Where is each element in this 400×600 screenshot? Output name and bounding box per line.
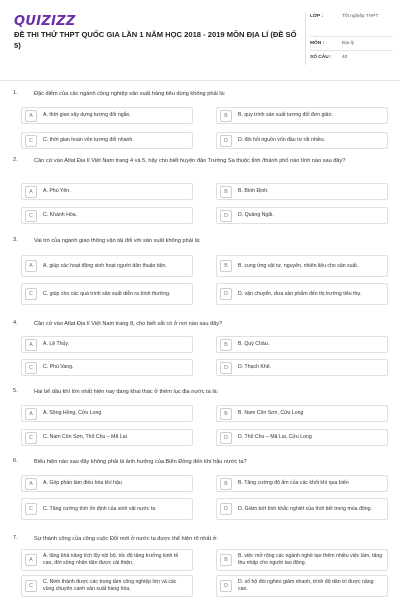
meta-row-class: [310, 12, 393, 37]
option-d[interactable]: [216, 429, 388, 446]
meta-value: Tốt nghiệp THPT: [342, 14, 379, 19]
option-letter-box: D: [220, 503, 232, 515]
option-d[interactable]: [216, 207, 388, 224]
option-text: B. Quỳ Châu.: [238, 341, 270, 347]
option-letter-box: A: [25, 478, 37, 490]
option-text: C. giúp cho các quá trình sản xuất diễn ra bình thường.: [43, 290, 171, 297]
option-text: A. Sông Hồng, Cửu Long: [43, 410, 102, 416]
option-letter-box: B: [220, 110, 232, 122]
option-text: D. số hộ đói nghèo giảm nhanh, trình độ dân trí được nâng cao.: [238, 579, 374, 592]
option-letter-box: D: [220, 432, 232, 444]
option-a[interactable]: [21, 255, 193, 277]
option-text: A. Lệ Thủy.: [43, 341, 70, 347]
option-d[interactable]: [216, 359, 388, 376]
option-letter-box: B: [220, 408, 232, 420]
worksheet-meta: [305, 12, 393, 65]
option-letter-box: C: [25, 210, 37, 222]
option-letter-box: D: [220, 362, 232, 374]
worksheet-header: [0, 0, 400, 80]
option-text: D. Thổ Chu – Mã Lai, Cửu Long: [238, 434, 312, 440]
option-b[interactable]: [216, 475, 388, 492]
option-text: C. Khánh Hòa.: [43, 212, 78, 218]
option-text: B. quy trình sản xuất tương đối đơn giản.: [238, 112, 333, 118]
quizizz-logo: QUIZIZZ: [14, 14, 76, 29]
header-divider: [0, 80, 400, 81]
option-letter-box: A: [25, 339, 37, 351]
option-c[interactable]: [21, 429, 193, 446]
option-letter-box: A: [25, 186, 37, 198]
meta-row-subject: [310, 37, 393, 51]
option-text: D. Quảng Ngãi.: [238, 212, 274, 218]
question-text: Vai trò của ngành giao thông vận tải đối với sản xuất không phải là:: [34, 238, 201, 244]
option-text: C. Ninh thành được các trung tâm công nghiệp lớn và các vùng chuyên canh sản xuất hàng hóa.: [43, 579, 177, 592]
question-text: Căn cứ vào Atlat Địa lí Việt Nam trang 4 và 5, hãy cho biết huyện đảo Trường Sa thuộc tỉnh /thành phố nào tính nào sau đây?: [34, 158, 346, 164]
question-text: Sự thành công của công cuộc Đổi mới ở nước ta được thể hiện rõ nhất ở:: [34, 536, 218, 542]
question-text: Đặc điểm của các ngành công nghiệp sản xuất hàng tiêu dùng không phải là:: [34, 91, 226, 97]
option-text: D. Thạch Khê.: [238, 364, 272, 370]
option-text: B. việc mở rộng các ngành nghề tạo thêm nhiều việc làm, tăng thu nhập cho người lao động.: [238, 553, 383, 566]
question-number: 3.: [13, 237, 18, 243]
option-text: D. vận chuyển, đưa sản phẩm đến thị trường tiêu thụ.: [238, 290, 362, 297]
question-number: 4.: [13, 320, 18, 326]
option-text: A. Góp phần làm điều hòa khí hậu: [43, 480, 122, 486]
option-text: C. Nam Côn Sơn, Thổ Chu – Mã Lai: [43, 434, 127, 440]
option-text: A. Phú Yên.: [43, 188, 71, 194]
option-letter-box: A: [25, 110, 37, 122]
option-c[interactable]: [21, 575, 193, 597]
meta-value: 40: [342, 55, 348, 60]
option-a[interactable]: [21, 475, 193, 492]
option-d[interactable]: [216, 283, 388, 305]
option-letter-box: A: [25, 408, 37, 420]
option-letter-box: D: [220, 580, 232, 592]
option-b[interactable]: [216, 107, 388, 124]
option-a[interactable]: [21, 336, 193, 353]
question-number: 1.: [13, 90, 18, 96]
option-text: B. cung ứng vật tư, nguyên, nhiên liệu cho sản xuất.: [238, 262, 359, 269]
option-b[interactable]: [216, 549, 388, 571]
option-text: C. Phú Vang.: [43, 364, 74, 370]
option-text: A. giúp các hoạt động sinh hoạt người dân thuận tiện.: [43, 262, 167, 269]
option-a[interactable]: [21, 549, 193, 571]
option-letter-box: B: [220, 260, 232, 272]
option-b[interactable]: [216, 405, 388, 422]
option-d[interactable]: [216, 575, 388, 597]
question-number: 2.: [13, 157, 18, 163]
option-letter-box: D: [220, 135, 232, 147]
option-b[interactable]: [216, 183, 388, 200]
option-text: B. Nam Côn Sơn, Cửu Long: [238, 410, 304, 416]
option-d[interactable]: [216, 498, 388, 520]
option-letter-box: C: [25, 362, 37, 374]
option-text: C. thời gian hoàn vốn tương đối nhanh.: [43, 137, 134, 143]
option-letter-box: C: [25, 503, 37, 515]
option-b[interactable]: [216, 336, 388, 353]
question-text: Căn cứ vào Atlat Địa lí Việt Nam trang 8, cho biết sắt có ở nơi nào sau đây?: [34, 321, 223, 327]
option-letter-box: B: [220, 339, 232, 351]
meta-key: SỐ CÂU :: [310, 55, 332, 60]
question-text: Hai bể dầu khí lớn nhất hiện nay đang khai thác ở thềm lục địa nước ta là:: [34, 389, 219, 395]
meta-value: Địa lý: [342, 41, 354, 46]
option-text: D. đòi hỏi nguồn vốn đầu tư rất nhiều.: [238, 137, 326, 143]
option-letter-box: D: [220, 210, 232, 222]
worksheet-title: ĐỀ THI THỬ THPT QUỐC GIA LẦN 1 NĂM HỌC 2018 - 2019 MÔN ĐỊA LÍ (ĐỀ SỐ 5): [14, 30, 297, 50]
option-letter-box: C: [25, 288, 37, 300]
option-letter-box: B: [220, 478, 232, 490]
question-text: Biểu hiện nào sau đây không phải là ảnh hưởng của Biển Đông đến khí hậu nước ta?: [34, 459, 247, 465]
option-a[interactable]: [21, 405, 193, 422]
meta-key: MÔN :: [310, 41, 325, 46]
question-number: 7.: [13, 535, 18, 541]
option-text: D. Giảm bớt tính khắc nghiệt của thời tiết trong mùa đông.: [238, 505, 372, 512]
question-number: 6.: [13, 458, 18, 464]
option-letter-box: B: [220, 554, 232, 566]
option-d[interactable]: [216, 132, 388, 149]
option-c[interactable]: [21, 283, 193, 305]
meta-key: LỚP :: [310, 14, 324, 19]
option-letter-box: C: [25, 432, 37, 444]
option-letter-box: B: [220, 186, 232, 198]
option-c[interactable]: [21, 207, 193, 224]
option-text: B. Tăng cường độ ẩm của các khối khí qua biển: [238, 480, 349, 486]
option-letter-box: A: [25, 554, 37, 566]
option-c[interactable]: [21, 498, 193, 520]
option-text: A. tăng khả năng tích lũy nội bộ, tốc độ tăng trưởng kinh tế cao, đời sống nhân dân được cải thiện.: [43, 553, 179, 566]
option-letter-box: C: [25, 580, 37, 592]
option-text: C. Tăng cường tính ổn định của sinh vật nước ta: [43, 505, 156, 512]
option-letter-box: C: [25, 135, 37, 147]
option-letter-box: D: [220, 288, 232, 300]
option-a[interactable]: [21, 183, 193, 200]
option-letter-box: A: [25, 260, 37, 272]
option-b[interactable]: [216, 255, 388, 277]
option-c[interactable]: [21, 359, 193, 376]
option-a[interactable]: [21, 107, 193, 124]
question-number: 5.: [13, 388, 18, 394]
option-text: A. thời gian xây dựng tương đối ngắn.: [43, 112, 131, 118]
option-c[interactable]: [21, 132, 193, 149]
option-text: B. Bình Định.: [238, 188, 269, 194]
meta-row-count: [310, 51, 393, 65]
